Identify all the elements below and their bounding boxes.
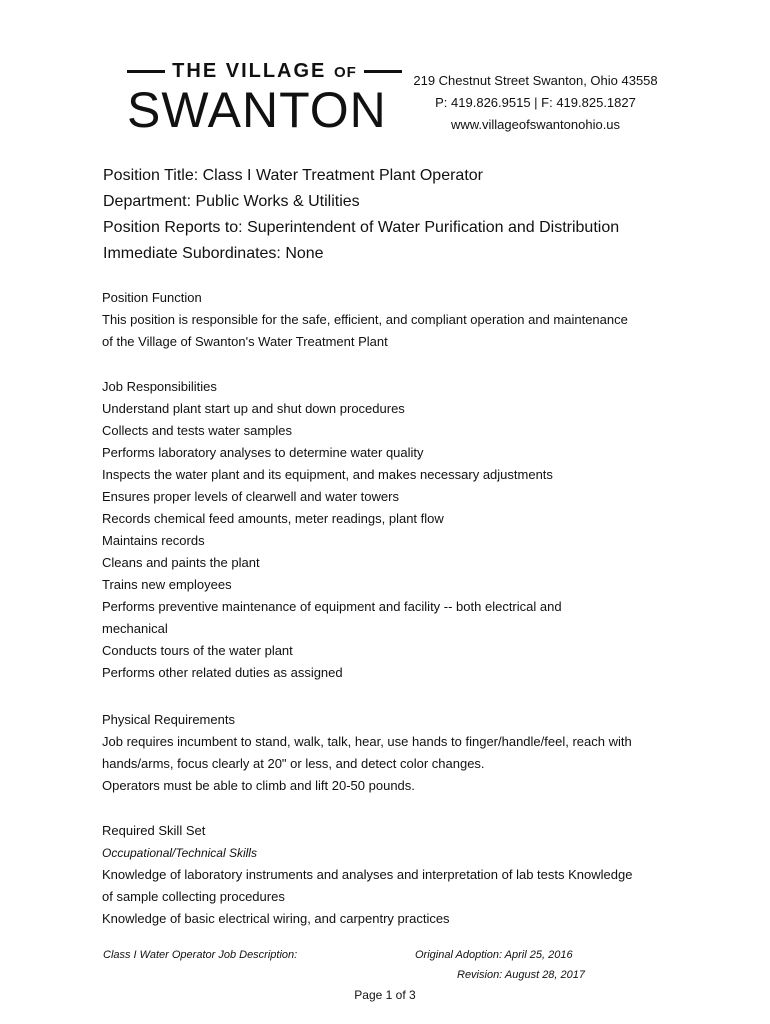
list-item: Ensures proper levels of clearwell and water towers xyxy=(102,489,399,504)
section-heading: Job Responsibilities xyxy=(102,379,217,394)
position-header xyxy=(103,163,723,267)
logo-of-text: OF xyxy=(333,63,357,81)
paragraph-line: Job requires incumbent to stand, walk, talk, hear, use hands to finger/handle/feel, reach with xyxy=(102,734,632,749)
paragraph-line: Knowledge of basic electrical wiring, and carpentry practices xyxy=(102,911,450,926)
footer-adoption-date: Original Adoption: April 25, 2016 xyxy=(415,949,573,961)
village-logo xyxy=(127,58,402,138)
website[interactable]: www.villageofswantonohio.us xyxy=(450,117,621,132)
reports-to: Position Reports to: Superintendent of Water Purification and Distribution xyxy=(103,219,620,236)
phone-fax: P: 419.826.9515 | F: 419.825.1827 xyxy=(435,95,636,110)
list-item: Cleans and paints the plant xyxy=(102,555,260,570)
street-address: 219 Chestnut Street Swanton, Ohio 43558 xyxy=(413,73,658,88)
list-item: Performs laboratory analyses to determine water quality xyxy=(102,445,424,460)
logo-dash-right xyxy=(364,70,402,73)
footer-revision-date: Revision: August 28, 2017 xyxy=(457,969,586,981)
paragraph-line: of sample collecting procedures xyxy=(102,889,285,904)
subordinates: Immediate Subordinates: None xyxy=(103,245,324,262)
responsibilities-section xyxy=(102,376,682,684)
section-heading: Position Function xyxy=(102,290,202,305)
skill-set-section xyxy=(102,820,682,930)
logo-name: SWANTON xyxy=(127,82,387,138)
paragraph-line: Knowledge of laboratory instruments and analyses and interpretation of lab tests Knowledge xyxy=(102,867,633,882)
list-item: Trains new employees xyxy=(102,577,232,592)
list-item: Conducts tours of the water plant xyxy=(102,643,293,658)
footer-doc-title: Class I Water Operator Job Description: xyxy=(103,949,298,961)
section-subheading: Occupational/Technical Skills xyxy=(102,846,257,860)
list-item: Maintains records xyxy=(102,533,205,548)
paragraph-line: This position is responsible for the safe, efficient, and compliant operation and maintenance xyxy=(102,312,628,327)
department: Department: Public Works & Utilities xyxy=(103,193,360,210)
page-number: Page 1 of 3 xyxy=(354,988,416,1002)
logo-dash-left xyxy=(127,70,165,73)
paragraph-line: Operators must be able to climb and lift 20-50 pounds. xyxy=(102,778,415,793)
position-function-section xyxy=(102,287,682,353)
list-item: Understand plant start up and shut down procedures xyxy=(102,401,405,416)
list-item: mechanical xyxy=(102,621,168,636)
section-heading: Required Skill Set xyxy=(102,823,206,838)
list-item: Performs other related duties as assigned xyxy=(102,665,343,680)
list-item: Collects and tests water samples xyxy=(102,423,293,438)
paragraph-line: hands/arms, focus clearly at 20" or less, and detect color changes. xyxy=(102,756,485,771)
list-item: Inspects the water plant and its equipment, and makes necessary adjustments xyxy=(102,467,553,482)
address-block xyxy=(408,70,663,136)
list-item: Records chemical feed amounts, meter readings, plant flow xyxy=(102,511,444,526)
list-item: Performs preventive maintenance of equipment and facility -- both electrical and xyxy=(102,599,562,614)
position-title: Position Title: Class I Water Treatment Plant Operator xyxy=(103,167,483,184)
logo-top-text: THE VILLAGE xyxy=(172,59,327,82)
paragraph-line: of the Village of Swanton's Water Treatment Plant xyxy=(102,334,388,349)
physical-requirements-section xyxy=(102,709,682,797)
section-heading: Physical Requirements xyxy=(102,712,235,727)
